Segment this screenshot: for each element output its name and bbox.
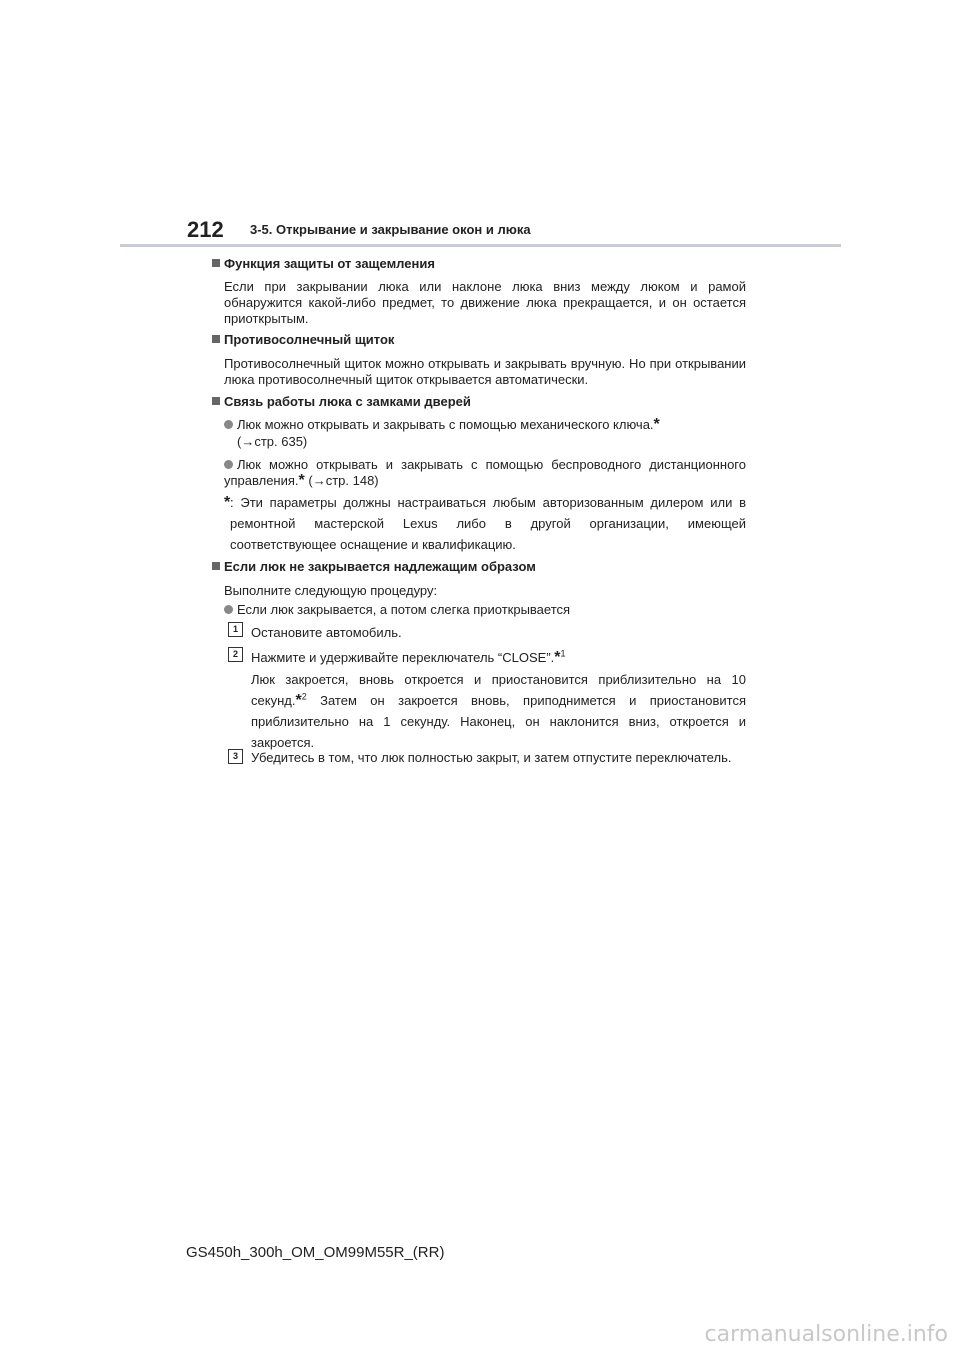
watermark: carmanualsonline.info [704,1322,948,1347]
locks-bullet-1: Люк можно открывать и закрывать с помощью механического ключа.* [224,417,746,433]
heading-not-closing: Если люк не закрывается надлежащим образом [212,559,536,575]
footer-doc-code: GS450h_300h_OM_OM99M55R_(RR) [186,1244,445,1261]
locks-bullet-2: Люк можно открывать и закрывать с помощью беспроводного дистанционного управления.* (→стр. 148) [224,457,746,489]
footnote-asterisk: * [224,494,231,511]
round-bullet-icon [224,460,233,469]
heading-pinch-protection: Функция защиты от защемления [212,256,435,272]
heading-door-locks: Связь работы люка с замками дверей [212,394,471,410]
step-1-text: Остановите автомобиль. [251,625,402,640]
locks-bullet-1-ref: (→стр. 635) [237,434,308,449]
step-number-3: 3 [228,749,243,764]
step-2-line1: Нажмите и удерживайте переключатель “CLOSE”.*$^1$ [251,648,566,666]
not-closing-intro: Выполните следующую процедуру: [224,583,438,598]
asterisk-mark: * [298,472,305,489]
header-rule [120,244,841,247]
sunshade-text: Противосолнечный щиток можно открывать и закрывать вручную. Но при открывании люка противосолнечный щиток открывается автоматически. [224,356,746,387]
heading-sunshade: Противосолнечный щиток [212,332,394,348]
pinch-text: Если при закрывании люка или наклоне люка вниз между люком и рамой обнаружится какой-либо предмет, то движение люка прекращается, и он остается приоткрытым. [224,279,746,326]
square-bullet-icon [212,562,220,570]
section-title: 3-5. Открывание и закрывание окон и люка [250,222,531,237]
step-number-2: 2 [228,647,243,662]
step-3-text: Убедитесь в том, что люк полностью закрыт, и затем отпустите переключатель. [251,750,732,765]
page-number: 212 [187,217,224,242]
asterisk-mark: * [653,416,660,433]
round-bullet-icon [224,605,233,614]
square-bullet-icon [212,335,220,343]
square-bullet-icon [212,259,220,267]
step-number-1: 1 [228,622,243,637]
step-2-text: Люк закроется, вновь откроется и приостановится приблизительно на 10 секунд.*$^2$ Затем он закроется вновь, приподнимется и приостановится приблизительно на 1 секунду. Наконец, он наклонится вниз, откроется и закроется. [251,672,746,750]
locks-footnote: : Эти параметры должны настраиваться любым авторизованным дилером или в ремонтной мастерской Lexus либо в другой организации, имеющей соответствующее оснащение и квалификацию. [230,495,746,552]
not-closing-bullet: Если люк закрывается, а потом слегка приоткрывается [224,602,570,618]
square-bullet-icon [212,397,220,405]
round-bullet-icon [224,420,233,429]
